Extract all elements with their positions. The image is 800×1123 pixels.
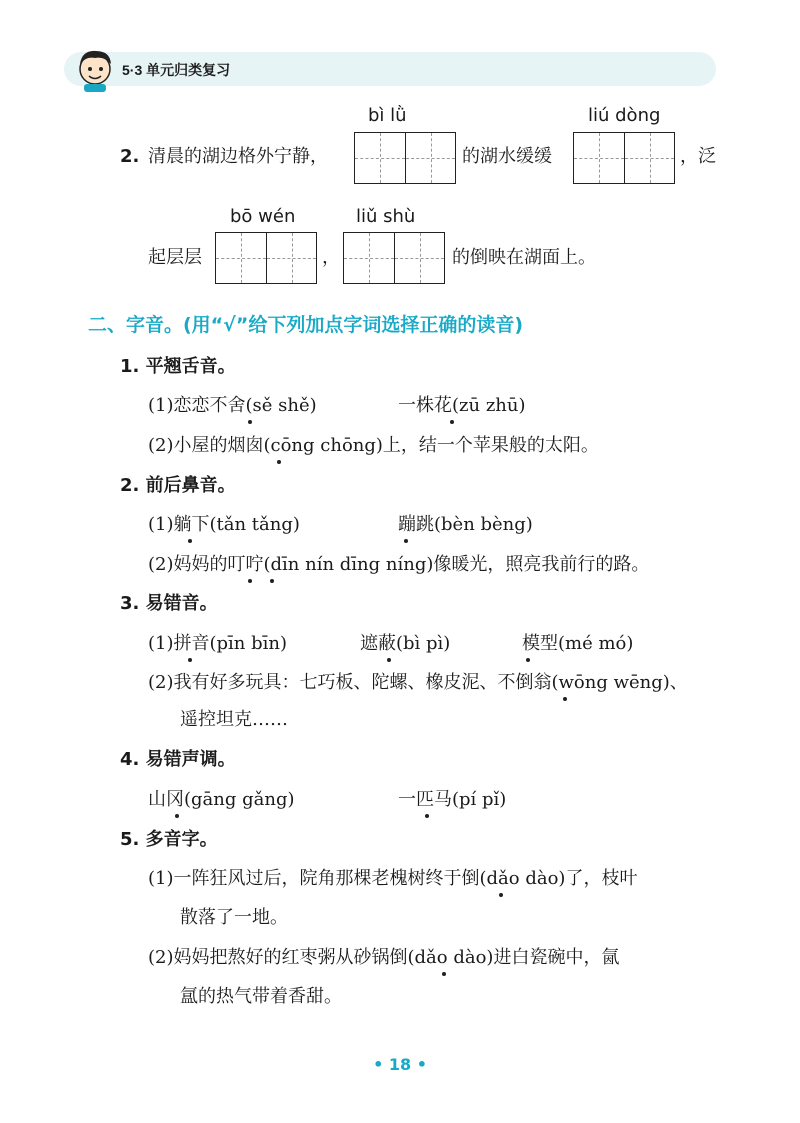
emphasis-dot — [188, 658, 192, 662]
subsection-3-title: 3. 易错音。 — [120, 593, 218, 614]
item-3-1c: 模型(mé mó) — [522, 633, 634, 654]
emphasis-dot — [499, 893, 503, 897]
grid-cell[interactable] — [216, 233, 266, 283]
emphasis-dot — [387, 658, 391, 662]
item-3-2: (2)我有好多玩具：七巧板、陀螺、橡皮泥、不倒翁(wōng wēng)、 — [148, 672, 688, 693]
grid-cell[interactable] — [394, 233, 444, 283]
subsection-1-title: 1. 平翘舌音。 — [120, 356, 236, 377]
pinyin-bowen: bō wén — [230, 206, 296, 227]
subsection-5-title: 5. 多音字。 — [120, 829, 218, 850]
q2-text-1: 清晨的湖边格外宁静， — [148, 146, 328, 167]
item-1-2: (2)小屋的烟囱(cōng chōng)上，结一个苹果般的太阳。 — [148, 435, 599, 456]
item-1-1: (1)恋恋不舍(sě shě) — [148, 395, 317, 416]
grid-cell[interactable] — [574, 133, 624, 183]
answer-grid-2[interactable] — [573, 132, 675, 184]
item-3-2-cont: 遥控坦克…… — [180, 709, 288, 730]
q2-text-3: ，泛 — [680, 146, 716, 167]
emphasis-dot — [450, 420, 454, 424]
emphasis-dot — [404, 539, 408, 543]
pinyin-bilv: bì lǜ — [368, 105, 407, 126]
grid-cell[interactable] — [405, 133, 455, 183]
item-2-1: (1)躺下(tǎn tǎng) — [148, 514, 300, 535]
emphasis-dot — [270, 579, 274, 583]
item-4-1: 山冈(gāng gǎng) — [148, 789, 295, 810]
q2-number: 2. — [120, 146, 140, 167]
emphasis-dot — [277, 460, 281, 464]
emphasis-dot — [188, 539, 192, 543]
item-2-1b: 蹦跳(bèn bèng) — [398, 514, 533, 535]
q2-text-2: 的湖水缓缓 — [462, 146, 552, 167]
subsection-2-title: 2. 前后鼻音。 — [120, 475, 236, 496]
item-1-1b: 一株花(zū zhū) — [398, 395, 526, 416]
mascot-icon — [70, 42, 120, 92]
q2-text-5: 的倒映在湖面上。 — [452, 247, 596, 268]
item-5-1: (1)一阵狂风过后，院角那棵老槐树终于倒(dǎo dào)了，枝叶 — [148, 868, 638, 889]
answer-grid-3[interactable] — [215, 232, 317, 284]
grid-cell[interactable] — [266, 233, 316, 283]
pinyin-liudong: liú dòng — [588, 105, 661, 126]
emphasis-dot — [248, 420, 252, 424]
item-5-2-cont: 氲的热气带着香甜。 — [180, 986, 342, 1007]
emphasis-dot — [425, 814, 429, 818]
subsection-4-title: 4. 易错声调。 — [120, 749, 236, 770]
item-5-1-cont: 散落了一地。 — [180, 907, 288, 928]
pinyin-liushu: liǔ shù — [356, 206, 416, 227]
section-title: 二、字音。(用“√”给下列加点字词选择正确的读音) — [88, 314, 524, 336]
item-3-1: (1)拼音(pīn bīn) — [148, 633, 288, 654]
item-4-1b: 一匹马(pí pǐ) — [398, 789, 507, 810]
grid-cell[interactable] — [624, 133, 674, 183]
page-number: • 18 • — [373, 1055, 427, 1074]
item-5-2: (2)妈妈把熬好的红枣粥从砂锅倒(dǎo dào)进白瓷碗中，氤 — [148, 947, 620, 968]
emphasis-dot — [248, 579, 252, 583]
grid-cell[interactable] — [355, 133, 405, 183]
emphasis-dot — [563, 697, 567, 701]
header-title: 5·3 单元归类复习 — [122, 62, 231, 78]
q2-text-4: 起层层 — [148, 247, 202, 268]
emphasis-dot — [175, 814, 179, 818]
answer-grid-4[interactable] — [343, 232, 445, 284]
answer-grid-1[interactable] — [354, 132, 456, 184]
item-2-2: (2)妈妈的叮咛(dīn nín dīng níng)像暖光，照亮我前行的路。 — [148, 554, 650, 575]
emphasis-dot — [442, 972, 446, 976]
q2-comma: ， — [322, 247, 340, 268]
grid-cell[interactable] — [344, 233, 394, 283]
emphasis-dot — [526, 658, 530, 662]
item-3-1b: 遮蔽(bì pì) — [360, 633, 451, 654]
